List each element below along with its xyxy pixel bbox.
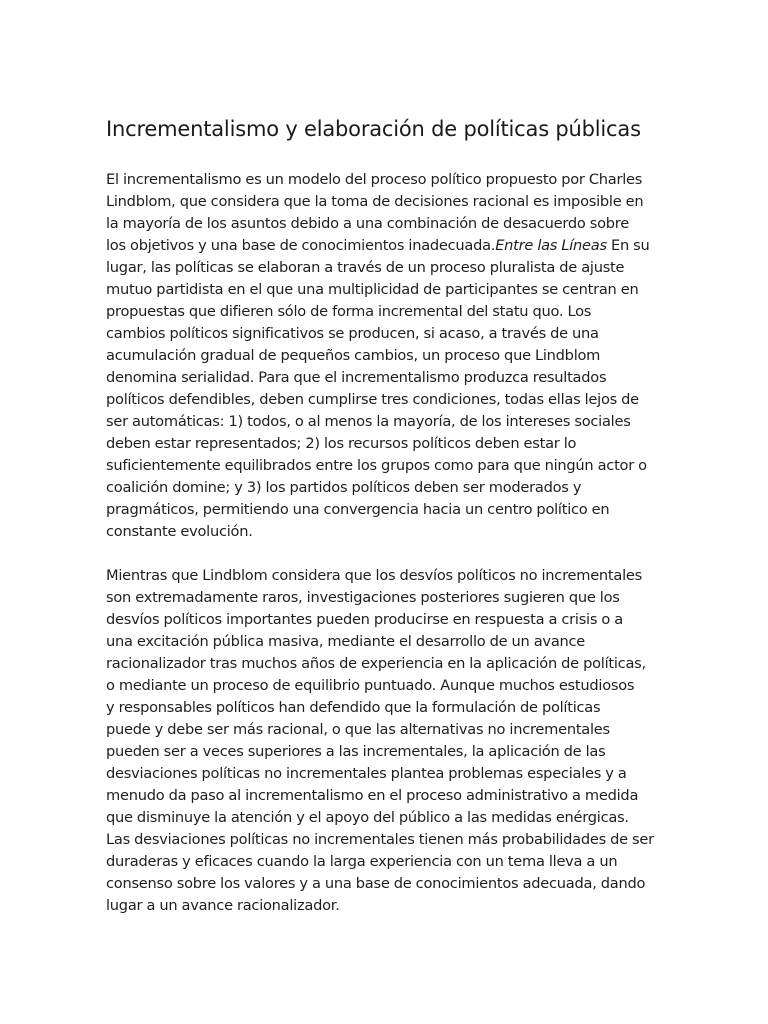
text-line: duraderas y eficaces cuando la larga experiencia con un tema lleva a un — [106, 853, 618, 870]
text-run: los objetivos y una base de conocimientos inadecuada. — [106, 237, 496, 254]
text-line: acumulación gradual de pequeños cambios, un proceso que Lindblom — [106, 347, 601, 364]
text-line: El incrementalismo es un modelo del proceso político propuesto por Charles — [106, 171, 643, 188]
text-line: suficientemente equilibrados entre los grupos como para que ningún actor o — [106, 457, 647, 474]
text-line: deben estar representados; 2) los recursos políticos deben estar lo — [106, 435, 577, 452]
text-line: pueden ser a veces superiores a las incrementales, la aplicación de las — [106, 743, 606, 760]
text-line: racionalizador tras muchos años de experiencia en la aplicación de políticas, — [106, 655, 646, 672]
text-line: consenso sobre los valores y a una base de conocimientos adecuada, dando — [106, 875, 646, 892]
text-line: son extremadamente raros, investigaciones posteriores sugieren que los — [106, 589, 620, 606]
italic-phrase: Entre las Líneas — [495, 237, 607, 254]
text-line: propuestas que difieren sólo de forma incremental del statu quo. Los — [106, 303, 592, 320]
text-line: constante evolución. — [106, 523, 253, 540]
text-line: Las desviaciones políticas no incrementales tienen más probabilidades de ser — [106, 831, 654, 848]
text-line: desvíos políticos importantes pueden producirse en respuesta a crisis o a — [106, 611, 623, 628]
text-line: y responsables políticos han defendido que la formulación de políticas — [106, 699, 601, 716]
text-line: mutuo partidista en el que una multiplicidad de participantes se centran en — [106, 281, 639, 298]
paragraph-1 — [106, 169, 662, 543]
text-run: En su — [606, 237, 650, 254]
text-line — [106, 235, 662, 257]
text-line: desviaciones políticas no incrementales plantea problemas especiales y a — [106, 765, 627, 782]
text-line: cambios políticos significativos se producen, si acaso, a través de una — [106, 325, 599, 342]
text-line: pragmáticos, permitiendo una convergencia hacia un centro político en — [106, 501, 610, 518]
text-line: una excitación pública masiva, mediante el desarrollo de un avance — [106, 633, 586, 650]
text-line: que disminuye la atención y el apoyo del público a las medidas enérgicas. — [106, 809, 629, 826]
text-line: Lindblom, que considera que la toma de decisiones racional es imposible en — [106, 193, 644, 210]
text-line: Mientras que Lindblom considera que los desvíos políticos no incrementales — [106, 567, 642, 584]
document-title: Incrementalismo y elaboración de políticas públicas — [106, 117, 641, 141]
paragraph-2 — [106, 565, 662, 917]
text-line: políticos defendibles, deben cumplirse tres condiciones, todas ellas lejos de — [106, 391, 639, 408]
text-line: lugar, las políticas se elaboran a través de un proceso pluralista de ajuste — [106, 259, 625, 276]
text-line: ser automáticas: 1) todos, o al menos la mayoría, de los intereses sociales — [106, 413, 631, 430]
text-line: menudo da paso al incrementalismo en el proceso administrativo a medida — [106, 787, 639, 804]
text-line: la mayoría de los asuntos debido a una combinación de desacuerdo sobre — [106, 215, 629, 232]
text-line: denomina serialidad. Para que el incrementalismo produzca resultados — [106, 369, 607, 386]
text-line: puede y debe ser más racional, o que las alternativas no incrementales — [106, 721, 610, 738]
text-line: coalición domine; y 3) los partidos políticos deben ser moderados y — [106, 479, 582, 496]
text-line: lugar a un avance racionalizador. — [106, 897, 340, 914]
text-line: o mediante un proceso de equilibrio puntuado. Aunque muchos estudiosos — [106, 677, 635, 694]
